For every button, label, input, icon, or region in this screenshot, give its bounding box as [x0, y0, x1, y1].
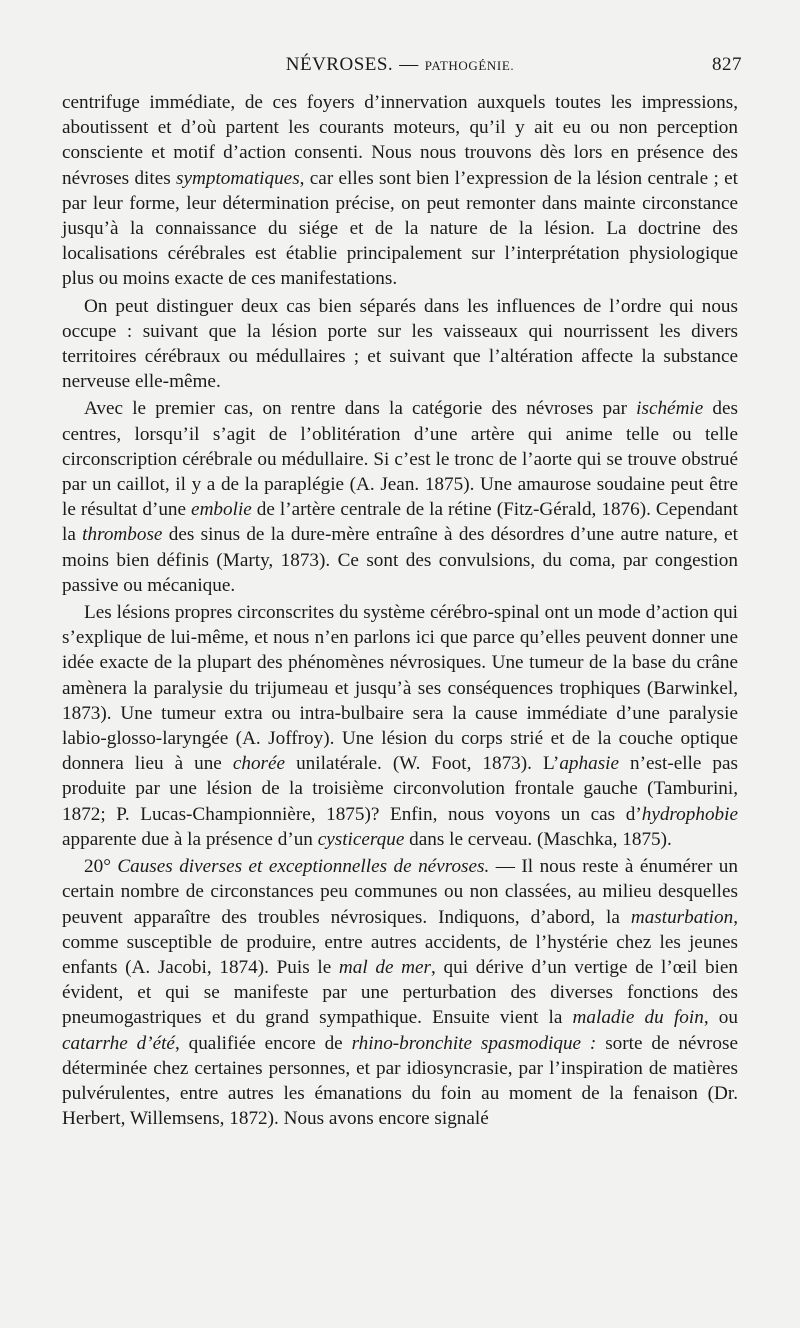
text-run: de l’artère centrale de la rétine (Fitz-Gérald, 1876). Cependant la — [62, 499, 738, 546]
italic-run: aphasie — [559, 753, 620, 775]
text-run: n’est-elle pas produite par une lésion de la troisième circonvolution frontale gauche (Tamburini, 1872; P. Lucas-Championnière, 1875)? Enfin, nous voyons un cas d’ — [62, 753, 738, 825]
page-number: 827 — [712, 54, 742, 75]
text-run: , comme susceptible de produire, entre autres accidents, de l’hystérie chez les jeunes enfants (A. Jacobi, 1874). Puis le — [62, 906, 738, 978]
paragraph-4 — [62, 600, 738, 852]
text-run: , qualifiée encore de — [174, 1032, 352, 1054]
text-run: apparente due à la présence d’un — [62, 828, 318, 850]
running-header — [62, 52, 742, 82]
text-run: centrifuge immédiate, de ces foyers d’innervation auxquels toutes les impressions, aboutissent et d’où partent les courants moteurs, qu’il y ait eu ou non perception consciente et motif d’action consenti. Nous nous trouvons dès lors en présence des névroses dites — [62, 92, 738, 189]
running-title — [62, 54, 738, 76]
text-run: Les lésions propres circonscrites du système cérébro-spinal ont un mode d’action qui s’explique de lui-même, et nous n’en parlons ici que parce qu’elles peuvent donner une idée exacte de la plupart des phénomènes névrosiques. Une tumeur de la base du crâne amènera la paralysie du trijumeau et jusqu’à ses conséquences trophiques (Barwinkel, 1873). Une tumeur extra ou intra-bulbaire sera la cause immédiate d’une paralysie labio-glosso-laryngée (A. Joffroy). Une lésion du corps strié et de la couche optique donnera lieu à une — [62, 602, 738, 775]
italic-run: chorée — [232, 753, 286, 775]
text-run: On peut distinguer deux cas bien séparés dans les influences de l’ordre qui nous occupe : suivant que la lésion porte sur les vaisseaux qui nourrissent les divers territoires cérébraux ou médullaires ; et suivant que l’altération affecte la substance nerveuse elle-même. — [62, 295, 738, 393]
text-run: des centres, lorsqu’il s’agit de l’oblitération d’une artère qui anime telle ou telle circonscription cérébrale ou médullaire. Si c’est le tronc de l’aorte qui se trouve obstrué par un caillot, il y a de la paraplégie (A. Jean. 1875). Une amaurose soudaine peut être le résultat d’une — [62, 398, 739, 521]
italic-run: thrombose — [82, 524, 163, 546]
italic-run: rhino-bronchite spasmodique : — [351, 1032, 597, 1054]
header-separator: — — [399, 54, 419, 75]
italic-run: cysticerque — [317, 828, 405, 850]
text-run: des sinus de la dure-mère entraîne à des désordres d’une autre nature, et moins bien définis (Marty, 1873). Ce sont des convulsions, du coma, par congestion passive ou mécanique. — [62, 524, 738, 596]
text-run: 20° — [84, 856, 118, 878]
italic-run: symptomatiques — [176, 167, 300, 189]
header-subtitle: PATHOGÉNIE. — [424, 58, 515, 73]
text-run: , ou — [703, 1007, 738, 1029]
italic-run: catarrhe d’été — [62, 1032, 175, 1054]
text-run: sorte de névrose déterminée chez certaines personnes, et par idiosyncrasie, par l’inspiration de matières pulvérulentes, entre autres les émanations du foin au moment de la fenaison (Dr. Herbert, Willemsens, 1872). Nous avons encore signalé — [62, 1032, 738, 1130]
header-title: NÉVROSES. — [285, 54, 394, 75]
italic-run: hydrophobie — [641, 803, 738, 825]
paragraph-3 — [62, 396, 738, 598]
body-text — [62, 90, 738, 1131]
paragraph-5 — [62, 854, 738, 1131]
italic-run: Causes diverses et exceptionnelles de névroses. — [117, 856, 490, 878]
text-run: unilatérale. (W. Foot, 1873). L’ — [285, 753, 560, 775]
paragraph-1 — [62, 90, 738, 292]
italic-run: mal de mer — [338, 956, 432, 978]
italic-run: ischémie — [636, 398, 704, 420]
text-run: Avec le premier cas, on rentre dans la catégorie des névroses par — [84, 398, 637, 420]
text-run: , car elles sont bien l’expression de la lésion centrale ; et par leur forme, leur détermination précise, on peut remonter dans mainte circonstance jusqu’à la connaissance du siége et de la nature de la lésion. La doctrine des localisations cérébrales est établie principalement sur l’interprétation physiologique plus ou moins exacte de ces manifestations. — [62, 167, 738, 290]
paragraph-2 — [62, 294, 738, 395]
text-run: — Il nous reste à énumérer un certain nombre de circonstances peu communes ou non classées, au milieu desquelles peuvent apparaître des troubles névrosiques. Indiquons, d’abord, la — [62, 856, 738, 928]
italic-run: embolie — [191, 499, 252, 521]
text-run: , qui dérive d’un vertige de l’œil bien évident, et qui se manifeste par une perturbation des diverses fonctions des pneumogastriques et du grand sympathique. Ensuite vient la — [62, 956, 738, 1029]
text-run: dans le cerveau. (Maschka, 1875). — [404, 828, 672, 850]
italic-run: maladie du foin — [572, 1007, 704, 1029]
italic-run: masturbation — [630, 906, 734, 928]
